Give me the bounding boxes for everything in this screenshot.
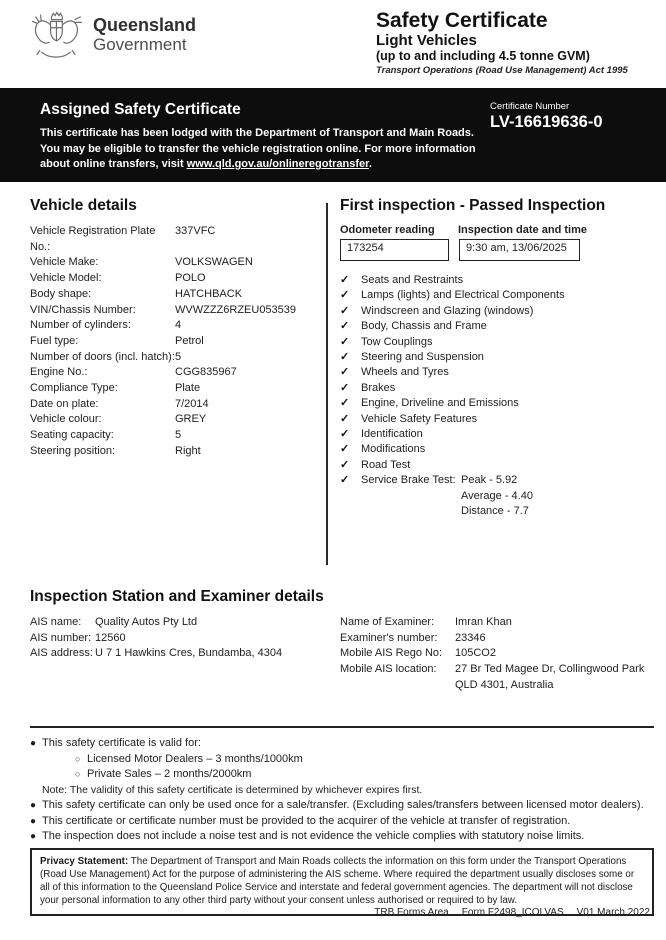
certificate-number: LV-16619636-0: [490, 113, 603, 131]
checkmark-icon: ✓: [340, 274, 350, 286]
condition-text: This safety certificate is valid for:: [42, 737, 201, 749]
certificate-number-block: [490, 101, 603, 132]
condition-sub-text: Licensed Motor Dealers – 3 months/1000km: [87, 752, 303, 765]
privacy-statement-text: The Department of Transport and Main Roads collects the information on this form under the Transport Operations (Road Use Management) Act for the purpose of administering the AIS scheme. Where required the department usually discloses some or all of this information to the Queensland Police Service and interstate and federal government agencies. The department will not disclose your personal information to any other third party without your consent unless authorised or required to by law.: [40, 856, 635, 907]
odometer-box: [340, 239, 449, 261]
examiner-detail-value: Imran Khan: [455, 616, 512, 628]
doc-subtitle: Light Vehicles: [376, 32, 477, 50]
sub-bullet-icon: ○: [75, 753, 81, 764]
ais-detail-value: 12560: [95, 631, 126, 644]
first-inspection-heading: First inspection - Passed Inspection: [340, 197, 606, 214]
examiner-detail-value: 105CO2: [455, 647, 496, 660]
checklist-item: [340, 273, 655, 288]
banner-body-text: This certificate has been lodged with the Department of Transport and Main Roads. You may be eligible to transfer the vehicle registration online. For more information about online transfers, visit: [40, 127, 476, 171]
examiner-detail-label: Name of Examiner:: [340, 616, 435, 628]
vehicle-detail-row: [30, 365, 326, 381]
checklist-item-label: Engine, Driveline and Emissions: [361, 397, 519, 410]
footer-forms-area: TRB Forms Area: [374, 907, 449, 918]
vehicle-detail-label: Number of doors (incl. hatch):: [30, 350, 175, 363]
bullet-icon: ●: [30, 800, 37, 811]
checklist-item-label: Tow Couplings: [361, 335, 433, 348]
vehicle-detail-label: Steering position:: [30, 444, 115, 457]
bullet-icon: ●: [30, 815, 37, 827]
condition-sub-bullet: [75, 752, 654, 768]
condition-text: The inspection does not include a noise test and is not evidence the vehicle complies with statutory noise limits.: [42, 830, 585, 842]
brake-test-values: [461, 473, 533, 519]
vehicle-detail-label: Vehicle Model:: [30, 272, 102, 285]
footer-version: V01 March 2022: [576, 907, 650, 918]
doc-act: Transport Operations (Road Use Management) Act 1995: [376, 65, 628, 77]
vehicle-details-section: [30, 197, 326, 460]
checklist-item: [340, 350, 655, 365]
vehicle-detail-value: Plate: [175, 382, 201, 395]
vehicle-detail-value: 4: [175, 319, 182, 332]
vehicle-detail-label: Body shape:: [30, 287, 92, 300]
banner-title: Assigned Safety Certificate: [40, 101, 241, 118]
qld-gov-logo: [28, 8, 196, 62]
checklist-item-label: Brakes: [361, 381, 396, 394]
odometer-label: Odometer reading: [340, 224, 435, 236]
vehicle-detail-row: [30, 412, 326, 428]
brake-test-label: Service Brake Test:: [361, 474, 456, 487]
vehicle-detail-row: [30, 303, 326, 319]
ais-detail-label: AIS name:: [30, 616, 82, 628]
brake-test-row: [340, 473, 655, 519]
checkmark-icon: ✓: [340, 458, 350, 471]
conditions-list: [30, 736, 654, 845]
conditions-divider: [30, 726, 654, 728]
ais-detail-label: AIS number:: [30, 631, 92, 644]
examiner-detail-row: [340, 646, 655, 662]
checkmark-icon: ✓: [340, 397, 350, 410]
station-examiner-section: [30, 588, 654, 694]
vehicle-detail-label: Number of cylinders:: [30, 319, 131, 332]
vehicle-detail-value: CGG835967: [175, 366, 237, 379]
checkmark-icon: ✓: [340, 412, 350, 425]
bullet-icon: ●: [30, 738, 37, 749]
checkmark-icon: ✓: [340, 474, 350, 487]
vehicle-detail-row: [30, 428, 326, 444]
bullet-icon: ●: [30, 831, 37, 842]
sub-bullet-icon: ○: [75, 769, 81, 779]
checkmark-icon: ✓: [340, 443, 350, 456]
ais-detail-row: [30, 615, 340, 631]
condition-sub-text: Private Sales – 2 months/2000km: [87, 768, 252, 780]
vehicle-detail-row: [30, 224, 326, 255]
vehicle-detail-label: Vehicle colour:: [30, 413, 102, 426]
document-title-block: [376, 10, 658, 76]
vehicle-detail-label: Vehicle Make:: [30, 256, 99, 269]
checkmark-icon: ✓: [340, 335, 350, 348]
vehicle-detail-row: [30, 334, 326, 350]
checkmark-icon: ✓: [340, 381, 350, 394]
vehicle-detail-label: Compliance Type:: [30, 382, 118, 395]
vehicle-detail-row: [30, 444, 326, 460]
rego-transfer-link[interactable]: www.qld.gov.au/onlineregotransfer: [186, 158, 369, 171]
vehicle-detail-row: [30, 350, 326, 366]
assigned-certificate-banner: [0, 88, 666, 182]
examiner-detail-label: Examiner's number:: [340, 631, 438, 644]
vehicle-detail-row: [30, 318, 326, 334]
checklist-item-label: Vehicle Safety Features: [361, 412, 478, 425]
station-examiner-heading: Inspection Station and Examiner details: [30, 588, 324, 605]
ais-detail-value: Quality Autos Pty Ltd: [95, 616, 198, 628]
checklist-item: [340, 319, 655, 334]
condition-bullet: [30, 829, 654, 845]
vehicle-detail-label: Date on plate:: [30, 397, 99, 410]
examiner-detail-value: 27 Br Ted Magee Dr, Collingwood Park QLD 4301, Australia: [455, 663, 645, 691]
examiner-detail-row: [340, 631, 655, 647]
condition-text: This safety certificate can only be used once for a sale/transfer. (Excluding sales/transfers between licensed motor dealers).: [42, 799, 644, 811]
privacy-statement-label: Privacy Statement:: [40, 856, 129, 867]
inspection-datetime-value: 9:30 am, 13/06/2025: [466, 242, 567, 254]
validity-note: Note: The validity of this safety certificate is determined by whichever expires first.: [42, 783, 423, 796]
examiner-detail-label: Mobile AIS Rego No:: [340, 647, 443, 660]
ais-details: [30, 615, 340, 694]
examiner-detail-label: Mobile AIS location:: [340, 663, 437, 676]
column-divider: [326, 203, 328, 565]
checkmark-icon: ✓: [340, 304, 350, 317]
inspection-datetime-label: Inspection date and time: [458, 224, 587, 236]
checklist-item-label: Wheels and Tyres: [361, 366, 449, 379]
logo-text-queensland: Queensland: [93, 15, 197, 36]
checklist-item: [340, 396, 655, 411]
checklist-item: [340, 412, 655, 427]
ais-detail-value: U 7 1 Hawkins Cres, Bundamba, 4304: [95, 647, 283, 660]
vehicle-detail-value: HATCHBACK: [175, 287, 243, 300]
checklist-item: [340, 458, 655, 473]
vehicle-detail-value: VOLKSWAGEN: [175, 256, 253, 269]
privacy-statement-box: [30, 848, 654, 916]
brake-test-peak: Peak - 5.92: [461, 474, 518, 487]
condition-text: This certificate or certificate number must be provided to the acquirer of the vehicle at transfer of registration.: [42, 814, 571, 827]
examiner-details: [340, 615, 655, 694]
coat-of-arms-icon: [28, 8, 84, 62]
vehicle-detail-label: Seating capacity:: [30, 429, 114, 442]
form-footer: [374, 907, 650, 918]
vehicle-detail-value: Right: [175, 444, 201, 457]
doc-subtitle-gvm: (up to and including 4.5 tonne GVM): [376, 49, 590, 64]
condition-bullet: [30, 814, 654, 830]
checklist-item: [340, 381, 655, 396]
checklist-item-label: Windscreen and Glazing (windows): [361, 304, 534, 317]
vehicle-detail-label: Vehicle Registration Plate No.:: [30, 225, 156, 253]
vehicle-details-list: [30, 224, 326, 460]
examiner-detail-row: [340, 615, 655, 631]
brake-test-average: Average - 4.40: [461, 489, 533, 502]
checklist-item-label: Steering and Suspension: [361, 351, 484, 364]
checkmark-icon: ✓: [340, 366, 350, 379]
vehicle-detail-value: WVWZZZ6RZEU053539: [175, 303, 297, 316]
checkmark-icon: ✓: [340, 289, 350, 302]
first-inspection-section: [340, 197, 655, 520]
vehicle-detail-label: VIN/Chassis Number:: [30, 303, 136, 316]
vehicle-detail-value: Petrol: [175, 334, 204, 347]
checklist-item: [340, 442, 655, 457]
vehicle-detail-row: [30, 381, 326, 397]
vehicle-detail-row: [30, 255, 326, 271]
checklist-item-label: Seats and Restraints: [361, 274, 464, 286]
vehicle-detail-value: 5: [175, 350, 182, 363]
banner-body: [40, 126, 482, 173]
checklist-item-label: Identification: [361, 428, 423, 441]
inspection-checklist: [340, 273, 655, 473]
condition-bullet: [30, 798, 654, 814]
checkmark-icon: ✓: [340, 351, 350, 364]
banner-body-period: .: [368, 158, 372, 171]
checklist-item-label: Lamps (lights) and Electrical Components: [361, 289, 565, 302]
inspection-datetime-box: [459, 239, 580, 261]
vehicle-detail-value: 337VFC: [175, 225, 216, 237]
vehicle-detail-value: 5: [175, 429, 182, 442]
doc-title: Safety Certificate: [376, 9, 548, 32]
vehicle-detail-row: [30, 271, 326, 287]
odometer-value: 173254: [347, 242, 384, 254]
checklist-item-label: Body, Chassis and Frame: [361, 320, 487, 333]
checklist-item: [340, 365, 655, 380]
examiner-detail-row: [340, 662, 655, 693]
checkmark-icon: ✓: [340, 428, 350, 441]
condition-bullet: [30, 736, 654, 752]
checklist-item: [340, 427, 655, 442]
checklist-item-label: Modifications: [361, 443, 426, 456]
checklist-item-label: Road Test: [361, 458, 411, 471]
ais-detail-row: [30, 646, 340, 662]
checklist-item: [340, 304, 655, 319]
footer-form-number: Form F2498_ICOLVAS: [461, 907, 564, 918]
vehicle-detail-label: Engine No.:: [30, 366, 88, 379]
brake-test-distance: Distance - 7.7: [461, 505, 529, 518]
condition-sub-bullet: [75, 767, 654, 783]
ais-detail-label: AIS address:: [30, 647, 93, 660]
vehicle-detail-value: GREY: [175, 413, 207, 426]
vehicle-detail-value: POLO: [175, 272, 206, 285]
examiner-detail-value: 23346: [455, 631, 486, 644]
checklist-item: [340, 335, 655, 350]
logo-text-government: Government: [93, 34, 187, 54]
vehicle-detail-label: Fuel type:: [30, 334, 79, 347]
checklist-item: [340, 288, 655, 303]
checkmark-icon: ✓: [340, 320, 350, 333]
certificate-number-label: Certificate Number: [490, 101, 570, 112]
vehicle-details-heading: Vehicle details: [30, 197, 137, 214]
vehicle-detail-value: 7/2014: [175, 397, 209, 410]
vehicle-detail-row: [30, 287, 326, 303]
ais-detail-row: [30, 631, 340, 647]
vehicle-detail-row: [30, 397, 326, 413]
